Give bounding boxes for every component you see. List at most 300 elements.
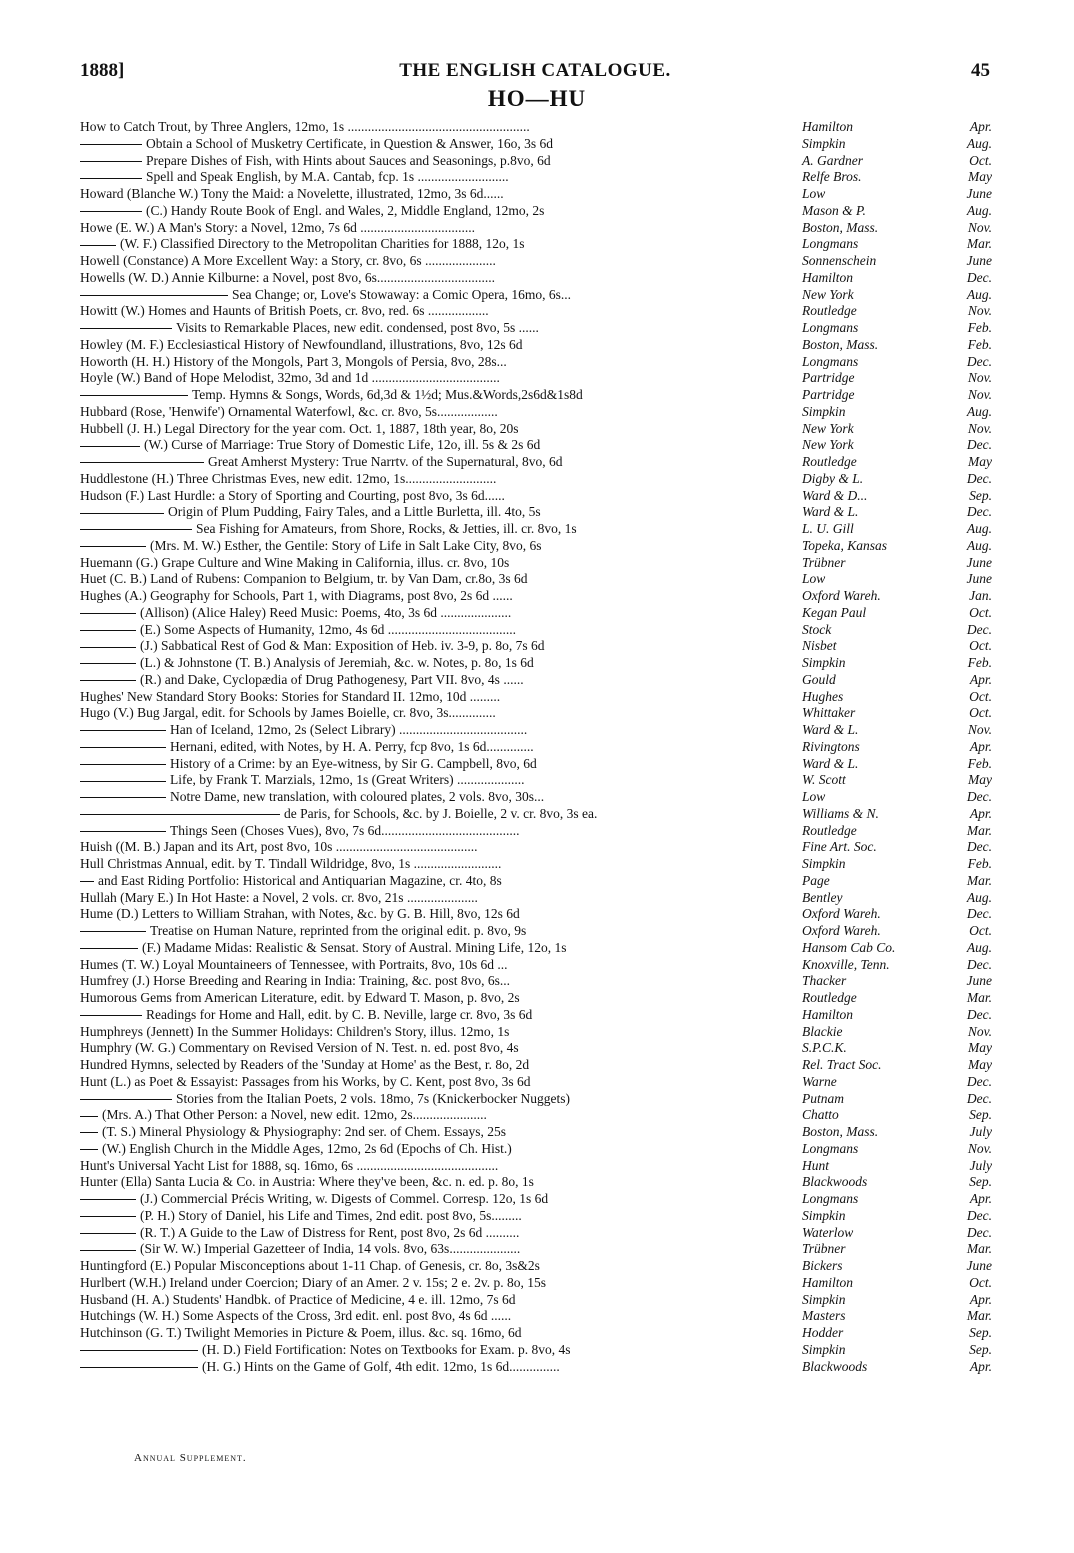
ditto-rule: [80, 613, 136, 614]
entry-text: Hunter (Ella) Santa Lucia & Co. in Austria: Where they've been, &c. n. ed. p. 8o, 1s: [80, 1174, 534, 1190]
entry-description: [80, 588, 798, 605]
entry-imprint: [798, 1124, 992, 1141]
entry-text: Hudson (F.) Last Hurdle: a Story of Sporting and Courting, post 8vo, 3s 6d......: [80, 487, 505, 503]
entry-publisher: New York: [802, 420, 854, 436]
entry-imprint: [798, 270, 992, 287]
entry-publisher: Partridge: [802, 370, 855, 386]
entry-description: [80, 320, 798, 337]
entry-publisher: Boston, Mass.: [802, 1124, 879, 1139]
entry-publisher: Rel. Tract Soc.: [802, 1057, 882, 1072]
entry-month: Nov.: [967, 420, 992, 436]
entry-month: May: [968, 772, 992, 788]
entry-imprint: [798, 655, 992, 672]
catalogue-entry: [80, 655, 992, 672]
entry-month: Feb.: [967, 755, 992, 771]
entry-month: Nov.: [967, 722, 992, 737]
entry-imprint: [798, 153, 992, 170]
ditto-rule: [80, 1149, 98, 1150]
catalogue-entry: [80, 823, 992, 840]
entry-month: Sep.: [969, 1107, 992, 1123]
ditto-rule: [80, 178, 142, 179]
entry-publisher: Nisbet: [802, 638, 837, 654]
catalogue-entry: [80, 789, 992, 806]
entry-text: Stories from the Italian Poets, 2 vols. 18mo, 7s (Knickerbocker Nuggets): [176, 1090, 571, 1106]
entry-imprint: [798, 253, 992, 270]
entry-text: (T. S.) Mineral Physiology & Physiography: 2nd ser. of Chem. Essays, 25s: [102, 1124, 506, 1139]
entry-publisher: Ward & L.: [802, 504, 859, 520]
entry-imprint: [798, 1241, 992, 1258]
catalogue-entry: [80, 622, 992, 639]
catalogue-entry: [80, 253, 992, 270]
entry-imprint: [798, 705, 992, 722]
entry-description: [80, 270, 798, 287]
catalogue-entry: [80, 571, 992, 588]
entry-month: Feb.: [967, 320, 992, 335]
entry-month: Nov.: [967, 370, 992, 386]
catalogue-entry: [80, 454, 992, 471]
entry-description: [80, 1342, 798, 1359]
entry-text: Hernani, edited, with Notes, by H. A. Perry, fcp 8vo, 1s 6d..............: [170, 738, 534, 754]
entry-month: Dec.: [966, 839, 992, 855]
catalogue-entry: [80, 588, 992, 605]
entry-imprint: [798, 488, 992, 505]
entry-month: Dec.: [966, 1207, 992, 1223]
entry-text: Humphry (W. G.) Commentary on Revised Version of N. Test. n. ed. post 8vo, 4s: [80, 1040, 519, 1056]
ditto-rule: [80, 161, 142, 162]
catalogue-entry: [80, 990, 992, 1007]
entry-description: [80, 890, 798, 907]
entry-publisher: Sonnenschein: [802, 253, 877, 268]
entry-text: Howard (Blanche W.) Tony the Maid: a Novelette, illustrated, 12mo, 3s 6d......: [80, 186, 504, 201]
ditto-rule: [80, 663, 136, 664]
entry-description: [80, 220, 798, 237]
entry-description: [80, 772, 798, 789]
entry-month: July: [969, 1124, 992, 1139]
ditto-rule: [80, 295, 228, 296]
entry-month: May: [968, 169, 992, 185]
entry-imprint: [798, 1141, 992, 1158]
entry-imprint: [798, 923, 992, 940]
entry-text: (W.) English Church in the Middle Ages, 12mo, 2s 6d (Epochs of Ch. Hist.): [102, 1140, 512, 1156]
ditto-rule: [80, 1015, 142, 1016]
entry-imprint: [798, 957, 992, 974]
entry-publisher: Blackwoods: [802, 1174, 868, 1190]
entry-publisher: Trübner: [802, 1241, 846, 1257]
entry-publisher: Longmans: [802, 320, 859, 335]
entry-publisher: Hughes: [802, 688, 844, 704]
entry-publisher: Ward & D...: [802, 487, 868, 503]
entry-month: Dec.: [966, 621, 992, 637]
entry-publisher: Simpkin: [802, 1207, 846, 1223]
entry-month: Jan.: [969, 588, 992, 603]
catalogue-entry: [80, 689, 992, 706]
header-title: THE ENGLISH CATALOGUE.: [399, 60, 671, 81]
entry-description: [80, 370, 798, 387]
entry-text: Hubbell (J. H.) Legal Directory for the year com. Oct. 1, 1887, 18th year, 8o, 20s: [80, 420, 519, 436]
entry-description: [80, 739, 798, 756]
entry-month: Aug.: [966, 202, 992, 218]
entry-publisher: Low: [802, 571, 826, 587]
entry-text: Howley (M. F.) Ecclesiastical History of Newfoundland, illustrations, 8vo, 12s 6d: [80, 336, 523, 352]
entry-imprint: [798, 454, 992, 471]
entry-publisher: Partridge: [802, 387, 855, 402]
entry-publisher: Hamilton: [802, 1274, 854, 1290]
entry-publisher: Blackwoods: [802, 1358, 868, 1374]
entry-imprint: [798, 1208, 992, 1225]
catalogue-entry: [80, 923, 992, 940]
entry-description: [80, 454, 798, 471]
entry-description: [80, 856, 798, 873]
entry-month: Dec.: [966, 1006, 992, 1022]
entry-publisher: Routledge: [802, 990, 857, 1005]
catalogue-entry: [80, 1359, 992, 1376]
entry-description: [80, 404, 798, 421]
catalogue-entry: [80, 722, 992, 739]
entry-text: Humorous Gems from American Literature, edit. by Edward T. Mason, p. 8vo, 2s: [80, 990, 520, 1005]
catalogue-entry: [80, 1225, 992, 1242]
entry-publisher: Routledge: [802, 822, 857, 838]
catalogue-entry: [80, 638, 992, 655]
entry-description: [80, 153, 798, 170]
entry-imprint: [798, 1342, 992, 1359]
entry-month: May: [968, 1057, 992, 1072]
catalogue-entry: [80, 421, 992, 438]
entry-text: Origin of Plum Pudding, Fairy Tales, and a Little Burletta, ill. 4to, 5s: [168, 504, 541, 520]
entry-publisher: Simpkin: [802, 1341, 846, 1357]
entry-month: Apr.: [969, 805, 992, 821]
entry-text: Howorth (H. H.) History of the Mongols, Part 3, Mongols of Persia, 8vo, 28s...: [80, 353, 507, 369]
entry-publisher: Chatto: [802, 1107, 839, 1123]
entry-text: Hunt's Universal Yacht List for 1888, sq. 16mo, 6s ..........................................: [80, 1157, 499, 1173]
entry-description: [80, 287, 798, 304]
entry-month: Aug.: [966, 939, 992, 955]
entry-text: (E.) Some Aspects of Humanity, 12mo, 4s 6d ......................................: [140, 621, 516, 637]
catalogue-entry: [80, 203, 992, 220]
entry-publisher: Longmans: [802, 353, 859, 369]
catalogue-entry: [80, 169, 992, 186]
entry-month: Aug.: [966, 286, 992, 302]
entry-imprint: [798, 186, 992, 203]
entry-publisher: Oxford Wareh.: [802, 906, 881, 922]
entry-description: [80, 538, 798, 555]
entry-description: [80, 136, 798, 153]
entry-publisher: Fine Art. Soc.: [802, 839, 877, 855]
entry-publisher: Waterlow: [802, 1224, 854, 1240]
entry-text: Hugo (V.) Bug Jargal, edit. for Schools by James Boielle, cr. 8vo, 3s..............: [80, 705, 496, 721]
entry-text: Howells (W. D.) Annie Kilburne: a Novel, post 8vo, 6s...................................: [80, 269, 495, 285]
catalogue-entry: [80, 504, 992, 521]
entry-imprint: [798, 839, 992, 856]
entry-month: Dec.: [966, 956, 992, 972]
entry-publisher: Mason & P.: [802, 202, 866, 218]
entry-publisher: Rivingtons: [802, 738, 860, 754]
entry-publisher: Oxford Wareh.: [802, 923, 881, 938]
catalogue-entry: [80, 739, 992, 756]
entry-text: (W.) Curse of Marriage: True Story of Domestic Life, 12o, ill. 5s & 2s 6d: [144, 437, 541, 453]
ditto-rule: [80, 1250, 136, 1251]
entry-text: Visits to Remarkable Places, new edit. condensed, post 8vo, 5s ......: [176, 320, 539, 335]
entry-publisher: Knoxville, Tenn.: [802, 956, 890, 972]
entry-description: [80, 906, 798, 923]
entry-month: June: [966, 973, 992, 989]
entry-month: Apr.: [969, 1358, 992, 1374]
entry-imprint: [798, 538, 992, 555]
entry-month: Sep.: [969, 1341, 992, 1357]
entry-month: Aug.: [966, 521, 992, 536]
entry-description: [80, 1225, 798, 1242]
entry-imprint: [798, 873, 992, 890]
header-year: 1888]: [80, 60, 125, 81]
entry-imprint: [798, 1158, 992, 1175]
entry-description: [80, 1241, 798, 1258]
entry-imprint: [798, 236, 992, 253]
entry-imprint: [798, 504, 992, 521]
entry-publisher: Hodder: [802, 1325, 844, 1340]
entry-month: Dec.: [966, 437, 992, 453]
entry-imprint: [798, 772, 992, 789]
entry-publisher: Routledge: [802, 303, 857, 319]
catalogue-entry: [80, 1074, 992, 1091]
entry-publisher: Hamilton: [802, 119, 854, 134]
entry-imprint: [798, 421, 992, 438]
entry-month: Apr.: [969, 738, 992, 754]
entry-imprint: [798, 823, 992, 840]
entry-imprint: [798, 638, 992, 655]
entry-description: [80, 387, 798, 404]
entry-month: Mar.: [966, 236, 992, 252]
entry-text: and East Riding Portfolio: Historical and Antiquarian Magazine, cr. 4to, 8s: [98, 872, 502, 888]
entry-publisher: Williams & N.: [802, 805, 879, 821]
ditto-rule: [80, 1099, 172, 1100]
entry-publisher: Boston, Mass.: [802, 219, 879, 235]
entry-month: Apr.: [969, 671, 992, 687]
entry-description: [80, 990, 798, 1007]
entry-imprint: [798, 136, 992, 153]
entry-imprint: [798, 973, 992, 990]
catalogue-entry: [80, 1158, 992, 1175]
entry-month: May: [968, 454, 992, 469]
ditto-rule: [80, 1233, 136, 1234]
alphabetical-range: HO—HU: [487, 86, 587, 111]
entry-text: Things Seen (Choses Vues), 8vo, 7s 6d.........................................: [170, 822, 520, 838]
entry-publisher: Simpkin: [802, 403, 846, 419]
ditto-rule: [80, 395, 188, 396]
entry-text: Han of Iceland, 12mo, 2s (Select Library) ......................................: [170, 722, 528, 737]
entry-description: [80, 1040, 798, 1057]
entry-month: Apr.: [969, 1191, 992, 1206]
entry-month: Mar.: [966, 872, 992, 888]
entry-text: (R.) and Dake, Cyclopædia of Drug Pathogenesy, Part VII. 8vo, 4s ......: [140, 671, 524, 687]
entry-imprint: [798, 387, 992, 404]
entry-text: Huntingford (E.) Popular Misconceptions about 1-11 Chap. of Genesis, cr. 8o, 3s&2s: [80, 1258, 540, 1273]
catalogue-entry: [80, 437, 992, 454]
entry-publisher: Hansom Cab Co.: [802, 939, 896, 955]
entry-description: [80, 521, 798, 538]
entry-description: [80, 471, 798, 488]
ditto-rule: [80, 1367, 198, 1368]
catalogue-entry: [80, 973, 992, 990]
entry-text: de Paris, for Schools, &c. by J. Boielle, 2 v. cr. 8vo, 3s ea.: [284, 805, 598, 821]
entry-publisher: Longmans: [802, 236, 859, 252]
entry-imprint: [798, 806, 992, 823]
catalogue-entry: [80, 1325, 992, 1342]
entry-month: Oct.: [969, 638, 992, 654]
entry-month: Mar.: [966, 1241, 992, 1257]
entry-description: [80, 203, 798, 220]
entry-text: Temp. Hymns & Songs, Words, 6d,3d & 1½d; Mus.&Words,2s6d&1s8d: [192, 387, 583, 402]
entry-text: (P. H.) Story of Daniel, his Life and Times, 2nd edit. post 8vo, 5s.........: [140, 1207, 522, 1223]
entry-publisher: Ward & L.: [802, 755, 859, 771]
entry-publisher: Simpkin: [802, 135, 846, 151]
entry-imprint: [798, 1275, 992, 1292]
entry-imprint: [798, 370, 992, 387]
entry-description: [80, 1208, 798, 1225]
entry-description: [80, 689, 798, 706]
entry-imprint: [798, 940, 992, 957]
entry-publisher: Whittaker: [802, 705, 856, 721]
entry-description: [80, 1325, 798, 1342]
entry-publisher: Page: [802, 872, 830, 888]
entry-month: Dec.: [966, 269, 992, 285]
entry-publisher: Ward & L.: [802, 722, 859, 737]
entry-month: Mar.: [966, 1308, 992, 1324]
entry-description: [80, 1074, 798, 1091]
entry-month: Dec.: [966, 906, 992, 922]
catalogue-entry: [80, 940, 992, 957]
entry-month: June: [966, 1258, 992, 1273]
entry-text: Prepare Dishes of Fish, with Hints about Sauces and Seasonings, p.8vo, 6d: [146, 152, 551, 168]
entry-imprint: [798, 1107, 992, 1124]
entry-publisher: Simpkin: [802, 1291, 846, 1307]
entry-publisher: Warne: [802, 1073, 837, 1089]
catalogue-entry: [80, 1208, 992, 1225]
ditto-rule: [80, 1216, 136, 1217]
entry-imprint: [798, 588, 992, 605]
catalogue-entry: [80, 705, 992, 722]
entry-publisher: Gould: [802, 671, 836, 687]
catalogue-entry: [80, 957, 992, 974]
entry-description: [80, 940, 798, 957]
entry-publisher: Simpkin: [802, 856, 846, 871]
catalogue-entry: [80, 1091, 992, 1108]
entry-imprint: [798, 990, 992, 1007]
catalogue-entry: [80, 538, 992, 555]
catalogue-entries: [80, 119, 992, 1375]
entry-publisher: Bickers: [802, 1258, 843, 1273]
catalogue-entry: [80, 354, 992, 371]
entry-text: Humfrey (J.) Horse Breeding and Rearing in India: Training, &c. post 8vo, 6s...: [80, 973, 511, 989]
entry-publisher: Longmans: [802, 1191, 859, 1206]
entry-description: [80, 873, 798, 890]
entry-month: Sep.: [969, 1325, 992, 1340]
entry-publisher: Stock: [802, 621, 832, 637]
entry-imprint: [798, 906, 992, 923]
entry-text: Hughes (A.) Geography for Schools, Part 1, with Diagrams, post 8vo, 2s 6d ......: [80, 588, 513, 603]
entry-month: Sep.: [969, 487, 992, 503]
entry-imprint: [798, 437, 992, 454]
entry-imprint: [798, 354, 992, 371]
entry-month: Nov.: [967, 303, 992, 319]
entry-imprint: [798, 1057, 992, 1074]
entry-imprint: [798, 1174, 992, 1191]
entry-month: Nov.: [967, 1140, 992, 1156]
entry-publisher: Oxford Wareh.: [802, 588, 881, 603]
entry-description: [80, 957, 798, 974]
entry-description: [80, 923, 798, 940]
entry-description: [80, 504, 798, 521]
catalogue-entry: [80, 1241, 992, 1258]
entry-imprint: [798, 555, 992, 572]
entry-text: Howell (Constance) A More Excellent Way: a Story, cr. 8vo, 6s .....................: [80, 253, 496, 268]
entry-description: [80, 655, 798, 672]
entry-month: Aug.: [966, 537, 992, 553]
entry-month: June: [966, 571, 992, 587]
entry-text: Hutchinson (G. T.) Twilight Memories in Picture & Poem, illus. &c. sq. 16mo, 6d: [80, 1325, 522, 1340]
ditto-rule: [80, 647, 136, 648]
entry-month: Oct.: [969, 1274, 992, 1290]
entry-imprint: [798, 471, 992, 488]
entry-text: Spell and Speak English, by M.A. Cantab, fcp. 1s ...........................: [146, 169, 509, 185]
catalogue-entry: [80, 1308, 992, 1325]
catalogue-entry: [80, 119, 992, 136]
entry-imprint: [798, 1191, 992, 1208]
ditto-rule: [80, 831, 166, 832]
catalogue-entry: [80, 1258, 992, 1275]
catalogue-entry: [80, 153, 992, 170]
entry-publisher: Kegan Paul: [802, 604, 867, 620]
entry-text: Treatise on Human Nature, reprinted from the original edit. p. 8vo, 9s: [150, 923, 527, 938]
ditto-rule: [80, 764, 166, 765]
entry-text: Readings for Home and Hall, edit. by C. B. Neville, large cr. 8vo, 3s 6d: [146, 1006, 533, 1022]
entry-description: [80, 253, 798, 270]
entry-description: [80, 421, 798, 438]
entry-publisher: New York: [802, 437, 854, 453]
entry-month: Aug.: [966, 889, 992, 905]
entry-text: (H. G.) Hints on the Game of Golf, 4th edit. 12mo, 1s 6d...............: [202, 1358, 560, 1374]
entry-month: Oct.: [969, 705, 992, 721]
entry-month: Feb.: [967, 336, 992, 352]
entry-description: [80, 337, 798, 354]
catalogue-entry: [80, 387, 992, 404]
entry-text: Hoyle (W.) Band of Hope Melodist, 32mo, 3d and 1d ......................................: [80, 370, 500, 386]
entry-imprint: [798, 1292, 992, 1309]
entry-text: Great Amherst Mystery: True Narrtv. of the Supernatural, 8vo, 6d: [208, 454, 563, 469]
entry-text: Huish ((M. B.) Japan and its Art, post 8vo, 10s ..........................................: [80, 839, 478, 855]
entry-description: [80, 1158, 798, 1175]
ditto-rule: [80, 730, 166, 731]
catalogue-entry: [80, 839, 992, 856]
entry-text: Hunt (L.) as Poet & Essayist: Passages from his Works, by C. Kent, post 8vo, 3s 6d: [80, 1073, 531, 1089]
catalogue-entry: [80, 1040, 992, 1057]
entry-description: [80, 1258, 798, 1275]
entry-text: Howe (E. W.) A Man's Story: a Novel, 12mo, 7s 6d ..................................: [80, 219, 476, 235]
ditto-rule: [80, 1132, 98, 1133]
entry-month: Mar.: [966, 990, 992, 1005]
entry-text: Huet (C. B.) Land of Rubens: Companion to Belgium, tr. by Van Dam, cr.8o, 3s 6d: [80, 571, 528, 587]
entry-text: Huemann (G.) Grape Culture and Wine Making in California, illus. cr. 8vo, 10s: [80, 554, 510, 570]
ditto-rule: [80, 446, 140, 447]
entry-publisher: Topeka, Kansas: [802, 537, 888, 553]
catalogue-entry: [80, 521, 992, 538]
entry-text: (J.) Commercial Précis Writing, w. Digests of Commel. Corresp. 12o, 1s 6d: [140, 1191, 549, 1206]
entry-month: Dec.: [966, 1224, 992, 1240]
entry-imprint: [798, 890, 992, 907]
entry-publisher: Thacker: [802, 973, 847, 989]
entry-text: (C.) Handy Route Book of Engl. and Wales, 2, Middle England, 12mo, 2s: [146, 202, 545, 218]
ditto-rule: [80, 747, 166, 748]
catalogue-entry: [80, 1024, 992, 1041]
entry-description: [80, 1007, 798, 1024]
